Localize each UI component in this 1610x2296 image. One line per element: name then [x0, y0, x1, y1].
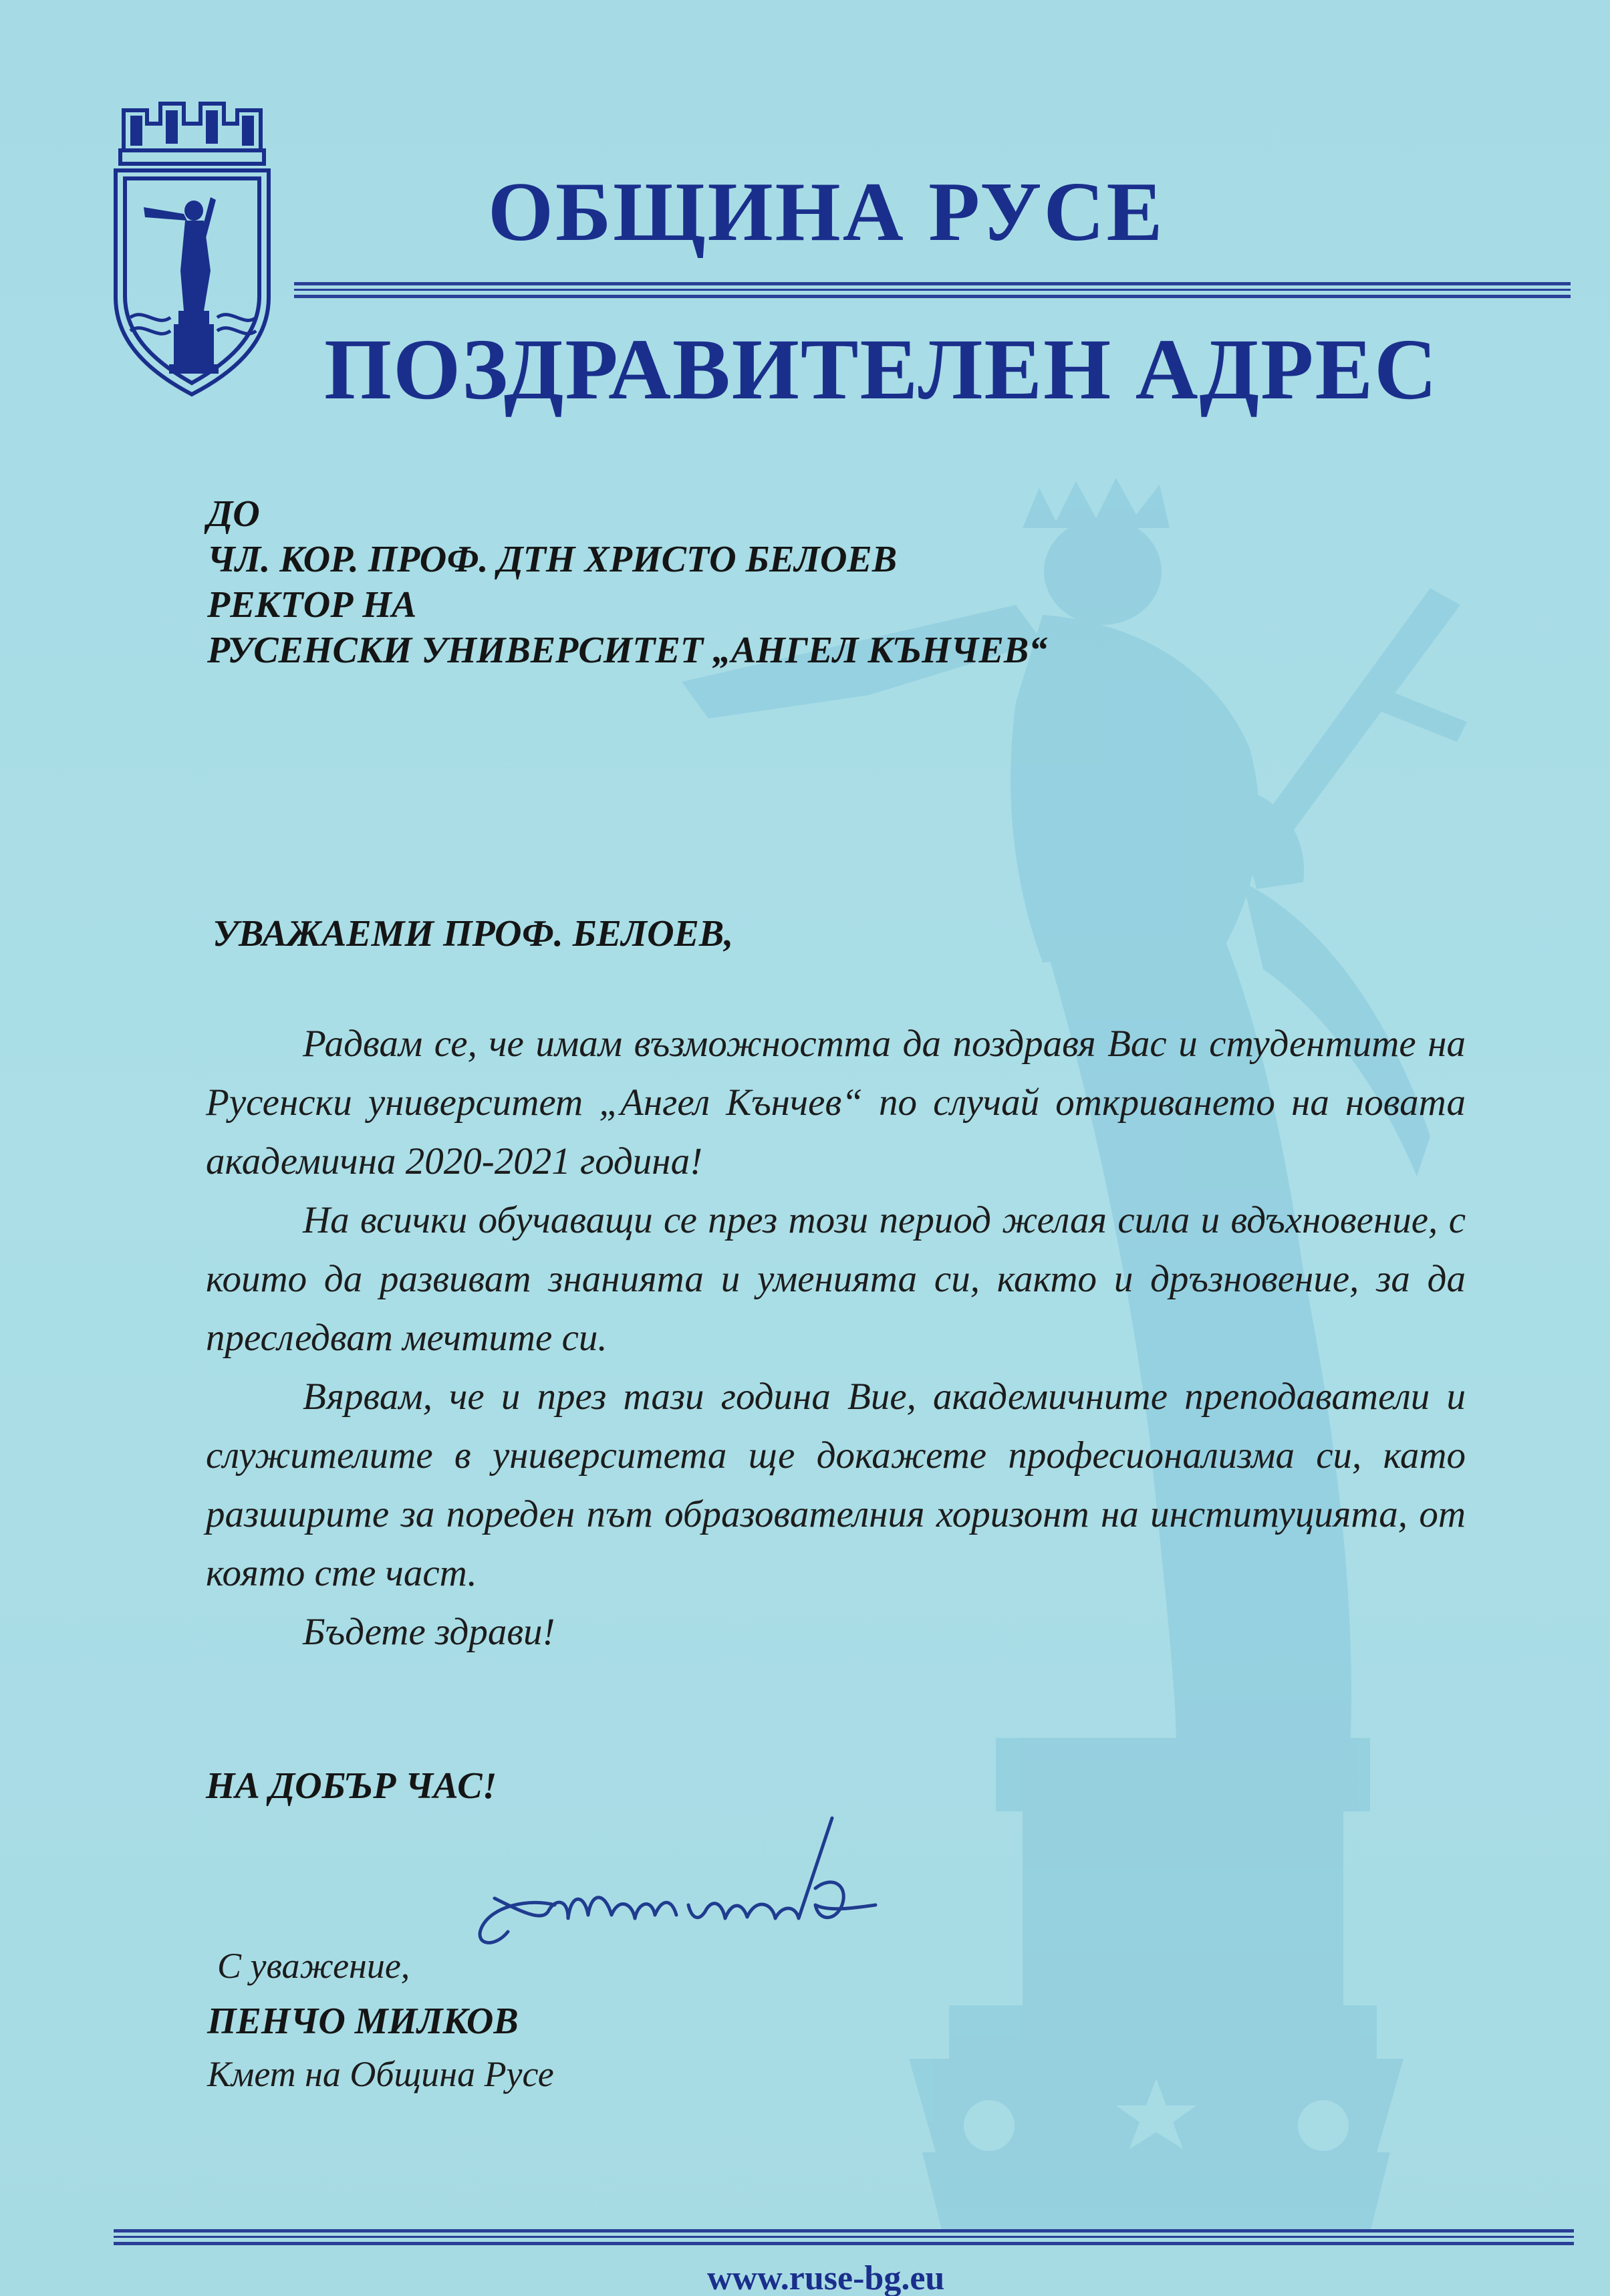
closing-wish: НА ДОБЪР ЧАС! [206, 1765, 497, 1807]
handwritten-signature [468, 1805, 936, 1985]
signer-title: Кмет на Община Русе [207, 2054, 554, 2094]
footer-rule [114, 2229, 1574, 2233]
letter-body [206, 1015, 1466, 1662]
signer-name: ПЕНЧО МИЛКОВ [207, 2001, 519, 2042]
addressee-line: ДО [207, 493, 260, 535]
website-link[interactable]: www.ruse-bg.eu [707, 2259, 945, 2296]
body-paragraph: На всички обучаващи се през този период желая сила и вдъхновение, с които да развиват знанията и уменията си, както и дръзновение, за да преследват мечтите си. [206, 1199, 1466, 1359]
header-rule [294, 289, 1571, 291]
addressee-line: РУСЕНСКИ УНИВЕРСИТЕТ „АНГЕЛ КЪНЧЕВ“ [207, 630, 1048, 671]
coat-of-arms-icon [104, 97, 281, 401]
addressee-line: РЕКТОР НА [207, 584, 417, 626]
body-paragraph: Радвам се, че имам възможността да поздравя Вас и студентите на Русенски университет „Ангел Кънчев“ по случай откриването на новата академична 2020-2021 година! [206, 1023, 1466, 1182]
header-rule [294, 282, 1571, 285]
body-paragraph: Бъдете здрави! [303, 1611, 555, 1653]
addressee-line: ЧЛ. КОР. ПРОФ. ДТН ХРИСТО БЕЛОЕВ [207, 539, 898, 580]
body-paragraph: Вярвам, че и през тази година Вие, академичните преподаватели и служителите в университета ще докажете професионализма си, като разширите за пореден път образователния хоризонт на институцията, от която сте част. [206, 1376, 1466, 1594]
document-title: ПОЗДРАВИТЕЛЕН АДРЕС [324, 322, 1439, 418]
header-rule [294, 295, 1571, 298]
footer-rule [114, 2236, 1574, 2238]
regards-text: С уважение, [217, 1946, 410, 1986]
salutation: УВАЖАЕМИ ПРОФ. БЕЛОЕВ, [213, 913, 734, 954]
addressee-block [207, 491, 1047, 673]
footer-rule [114, 2242, 1574, 2245]
organization-title: ОБЩИНА РУСЕ [488, 166, 1165, 259]
